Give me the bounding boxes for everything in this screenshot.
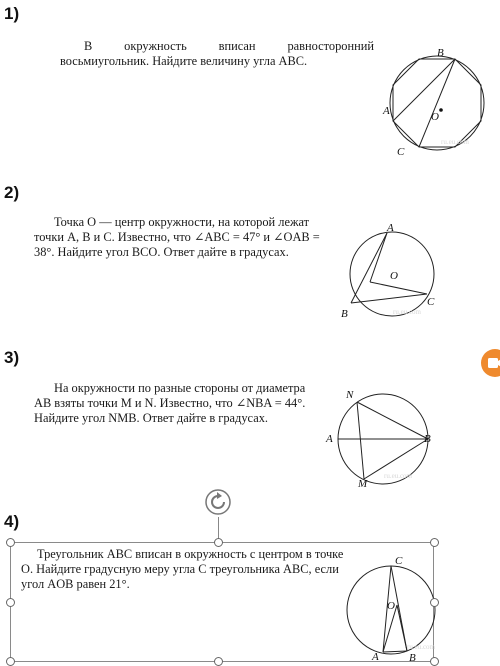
problem-4-label-c: C — [395, 555, 403, 567]
problem-3-label-n: N — [346, 389, 354, 401]
resize-handle-bottom-right[interactable] — [430, 657, 439, 666]
resize-handle-top-left[interactable] — [6, 538, 15, 547]
resize-handle-bottom-left[interactable] — [6, 657, 15, 666]
problem-3-figure — [320, 384, 445, 494]
problem-4-label-o: O — [387, 600, 395, 612]
problem-2-text: Точка O — центр окружности, на которой лежат точки A, B и C. Известно, что ∠ABC = 47° и ∠OAB = 38°. Найдите угол BCO. Ответ дайте в градусах. — [34, 215, 320, 259]
problem-4-text: Треугольник ABC вписан в окружность с центром в точке O. Найдите градусную меру угла C треугольника ABC, если угол AOB равен 21°. — [21, 547, 344, 591]
problem-4-label-a: A — [372, 651, 379, 663]
problem-4-label-b: B — [409, 652, 416, 664]
problem-1-number: 1) — [4, 4, 20, 23]
record-icon — [481, 349, 500, 377]
problem-2-label-b: B — [341, 308, 348, 320]
problem-1-label-b: B — [437, 47, 444, 59]
problem-3-label-b: B — [424, 433, 431, 445]
problem-2-figure — [335, 224, 450, 324]
rotate-icon[interactable] — [203, 487, 233, 517]
problem-4-figure — [345, 553, 441, 665]
resize-handle-middle-left[interactable] — [6, 598, 15, 607]
problem-3-number: 3) — [4, 348, 20, 367]
problem-1-label-a: A — [383, 105, 390, 117]
watermark-2: ru.eu.com — [393, 308, 421, 316]
resize-handle-top-center[interactable] — [214, 538, 223, 547]
selection-frame[interactable] — [10, 542, 434, 662]
problem-2-label-o: O — [390, 270, 398, 282]
resize-handle-middle-right[interactable] — [430, 598, 439, 607]
problem-1-text-line2: восьмиугольник. Найдите величину угла ABC. — [60, 54, 308, 68]
resize-handle-bottom-center[interactable] — [214, 657, 223, 666]
problem-3-text: На окружности по разные стороны от диаметра AB взяты точки M и N. Известно, что ∠NBA = 44°. Найдите угол NMB. Ответ дайте в градусах. — [34, 381, 306, 425]
problem-1-text — [60, 39, 374, 69]
resize-handle-top-right[interactable] — [430, 538, 439, 547]
problem-3-label-a: A — [326, 433, 333, 445]
record-button[interactable] — [481, 349, 500, 377]
problem-2-label-c: C — [427, 296, 435, 308]
problem-4-number: 4) — [4, 512, 20, 531]
problem-1-label-o: O — [431, 111, 439, 123]
problem-2-number: 2) — [4, 183, 20, 202]
watermark-1: ru.eu.com — [441, 138, 469, 146]
problem-3-label-m: M — [358, 478, 368, 490]
problem-1-label-c: C — [397, 146, 405, 158]
watermark-4: ru.eu.com — [407, 643, 435, 651]
problem-1-text-line1: В окружность вписан равносторонний — [84, 39, 374, 53]
problem-2-label-a: A — [387, 222, 394, 234]
watermark-3: ru.eu.com — [384, 472, 412, 480]
problem-1-figure — [375, 44, 500, 162]
